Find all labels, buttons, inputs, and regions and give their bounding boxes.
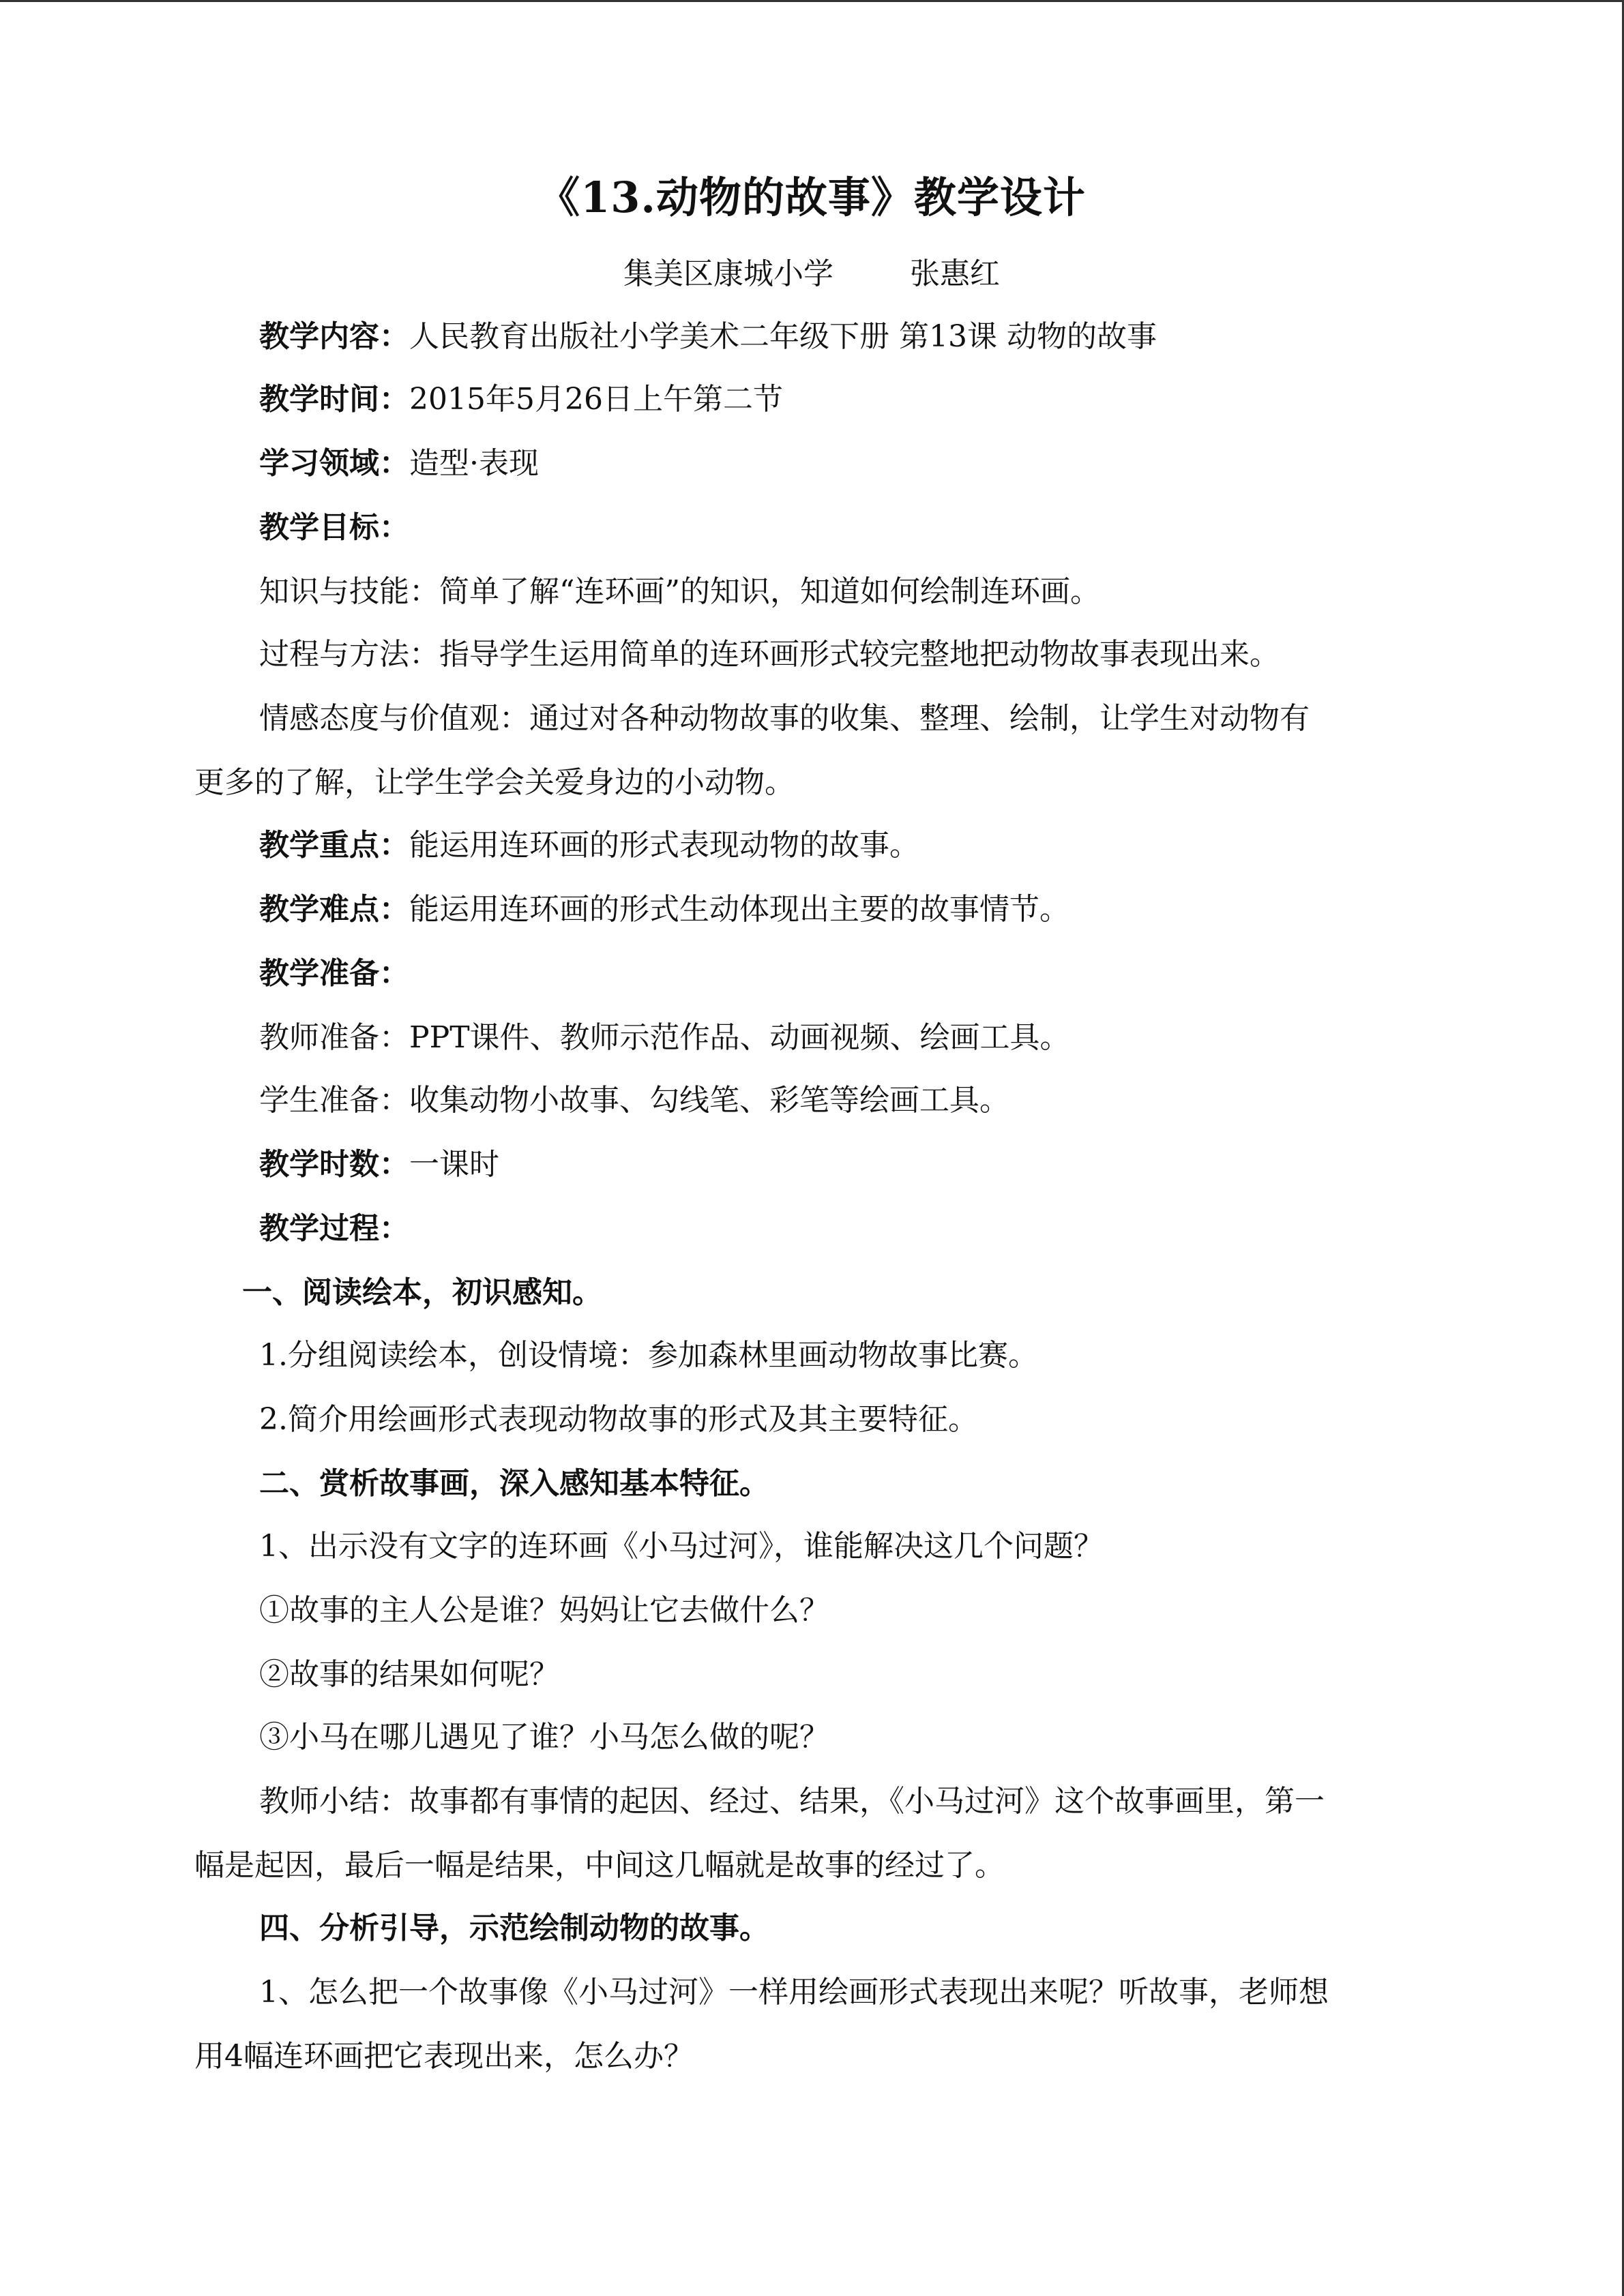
- teaching-content-line: [194, 310, 1494, 364]
- preparation-heading: [194, 946, 1494, 1001]
- byline: [194, 247, 1429, 301]
- goal-emotion-line-1: 情感态度与价值观：通过对各种动物故事的收集、整理、绘制，让学生对动物有: [259, 701, 1310, 736]
- student-preparation: 学生准备：收集动物小故事、勾线笔、彩笔等绘画工具。: [259, 1083, 1009, 1118]
- goal-knowledge: 知识与技能：简单了解“连环画”的知识，知道如何绘制连环画。: [259, 574, 1100, 609]
- learning-domain-line: [194, 436, 1494, 491]
- teaching-goals-label: 教学目标：: [259, 510, 409, 545]
- key-point-text: 能运用连环画的形式表现动物的故事。: [409, 828, 919, 863]
- teacher-summary-line-1: 教师小结：故事都有事情的起因、经过、结果，《小马过河》这个故事画里，第一: [259, 1784, 1325, 1819]
- section-2-item-1: 1、出示没有文字的连环画《小马过河》，谁能解决这几个问题？: [259, 1529, 1104, 1564]
- class-hours-line: [194, 1137, 1494, 1192]
- section-2-heading: 二、赏析故事画，深入感知基本特征。: [259, 1466, 769, 1501]
- teaching-process-label: 教学过程：: [259, 1211, 409, 1246]
- question-2: ②故事的结果如何呢？: [259, 1657, 559, 1692]
- section-4-heading: 四、分析引导，示范绘制动物的故事。: [259, 1911, 769, 1945]
- goal-emotion-line-2: 更多的了解，让学生学会关爱身边的小动物。: [194, 765, 795, 800]
- page-border-top: [0, 0, 1624, 2]
- key-point-label: 教学重点：: [259, 828, 409, 863]
- teaching-time-line: [194, 372, 1494, 427]
- teaching-content-label: 教学内容：: [259, 319, 409, 354]
- difficulty-line: [194, 882, 1494, 937]
- section-1-item-2: 2.简介用绘画形式表现动物故事的形式及其主要特征。: [259, 1402, 978, 1437]
- key-point-line: [194, 818, 1494, 873]
- section-4-item-1-line-2: 用4幅连环画把它表现出来，怎么办？: [194, 2039, 694, 2074]
- difficulty-text: 能运用连环画的形式生动体现出主要的故事情节。: [409, 892, 1069, 927]
- document-title: 《13.动物的故事》教学设计: [537, 173, 1086, 222]
- section-1-heading: 一、阅读绘本，初识感知。: [242, 1275, 602, 1310]
- teaching-time-text: 2015年5月26日上午第二节: [409, 382, 783, 417]
- author-name: 张惠红: [909, 256, 1000, 291]
- teaching-goals-heading: [194, 501, 1494, 555]
- teacher-summary-line-2: 幅是起因，最后一幅是结果，中间这几幅就是故事的经过了。: [194, 1848, 1005, 1883]
- question-1: ①故事的主人公是谁？妈妈让它去做什么？: [259, 1593, 829, 1628]
- preparation-label: 教学准备：: [259, 956, 409, 991]
- school-name: 集美区康城小学: [623, 256, 834, 291]
- section-4-item-1-line-1: 1、怎么把一个故事像《小马过河》一样用绘画形式表现出来呢？听故事，老师想: [259, 1975, 1329, 2010]
- section-1-item-1: 1.分组阅读绘本，创设情境：参加森林里画动物故事比赛。: [259, 1338, 1038, 1373]
- difficulty-label: 教学难点：: [259, 892, 409, 927]
- class-hours-label: 教学时数：: [259, 1147, 409, 1182]
- teacher-preparation: 教师准备：PPT课件、教师示范作品、动画视频、绘画工具。: [259, 1020, 1070, 1055]
- learning-domain-text: 造型·表现: [409, 446, 539, 481]
- question-3: ③小马在哪儿遇见了谁？小马怎么做的呢？: [259, 1720, 829, 1755]
- goal-process: 过程与方法：指导学生运用简单的连环画形式较完整地把动物故事表现出来。: [259, 637, 1280, 672]
- teaching-content-text: 人民教育出版社小学美术二年级下册 第13课 动物的故事: [409, 319, 1157, 354]
- learning-domain-label: 学习领域：: [259, 446, 409, 481]
- teaching-time-label: 教学时间：: [259, 382, 409, 417]
- class-hours-text: 一课时: [409, 1147, 499, 1182]
- teaching-process-heading: [194, 1202, 1494, 1256]
